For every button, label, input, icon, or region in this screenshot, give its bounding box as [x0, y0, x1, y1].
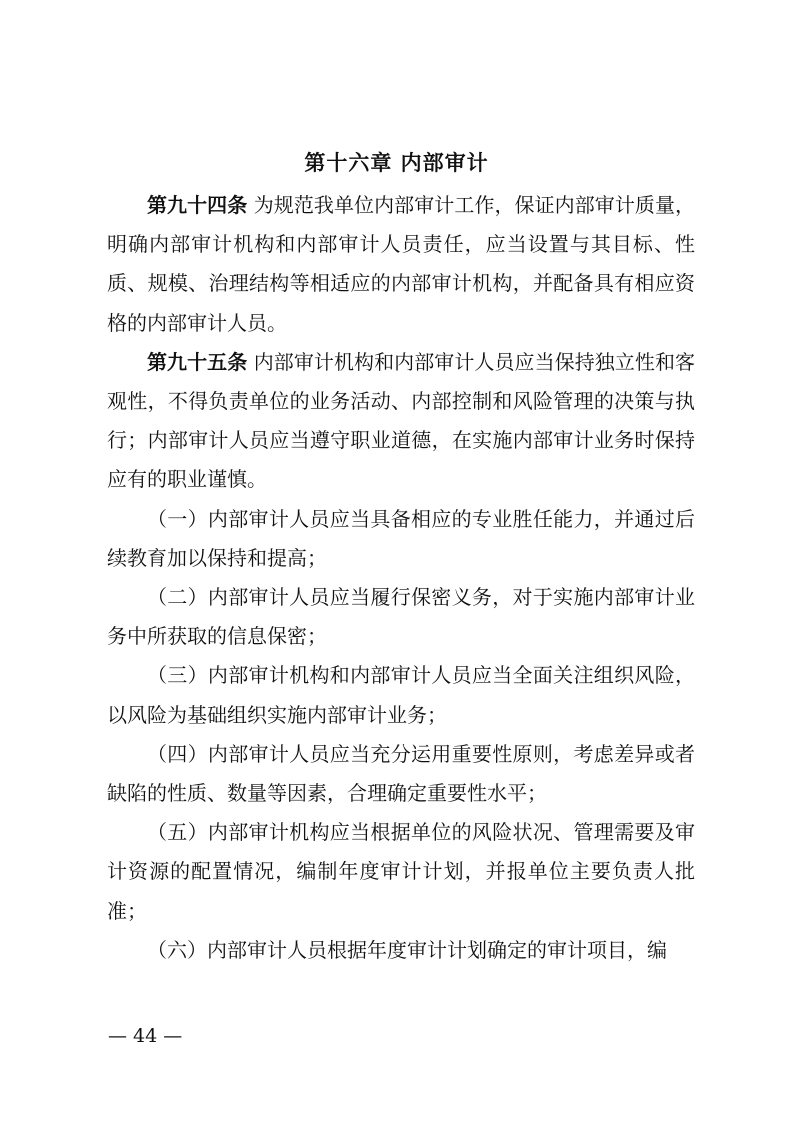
- article-95-label: 第九十五条: [147, 349, 248, 374]
- article-94-label: 第九十四条: [147, 193, 248, 217]
- list-item-3: （三）内部审计机构和内部审计人员应当全面关注组织风险，以风险为基础组织实施内部审计业务；: [107, 663, 695, 727]
- list-item-4: （四）内部审计人员应当充分运用重要性原则，考虑差异或者缺陷的性质、数量等因素，合理确定重要性水平；: [107, 741, 695, 806]
- list-item-2: （二）内部审计人员应当履行保密义务，对于实施内部审计业务中所获取的信息保密；: [107, 585, 695, 649]
- chapter-title: 第十六章 内部审计: [304, 151, 489, 175]
- page-number: — 44 —: [108, 1025, 183, 1047]
- article-95-text: 内部审计机构和内部审计人员应当保持独立性和客观性，不得负责单位的业务活动、内部控制和风险管理的决策与执行；内部审计人员应当遵守职业道德，在实施内部审计业务时保持应有的职业谨慎。: [107, 349, 696, 492]
- list-item-1: （一）内部审计人员应当具备相应的专业胜任能力，并通过后续教育加以保持和提高；: [107, 506, 695, 570]
- list-item-6: （六）内部审计人员根据年度审计计划确定的审计项目，编: [147, 937, 667, 962]
- article-94: [107, 186, 695, 343]
- list-item-5: （五）内部审计机构应当根据单位的风险状况、管理需要及审计资源的配置情况，编制年度审计计划，并报单位主要负责人批准；: [107, 820, 695, 923]
- document-body: [107, 186, 695, 970]
- article-94-text: 为规范我单位内部审计工作，保证内部审计质量，明确内部审计机构和内部审计人员责任，应当设置与其目标、性质、规模、治理结构等相适应的内部审计机构，并配备具有相应资格的内部审计人员。: [107, 193, 696, 335]
- article-95: [107, 343, 695, 500]
